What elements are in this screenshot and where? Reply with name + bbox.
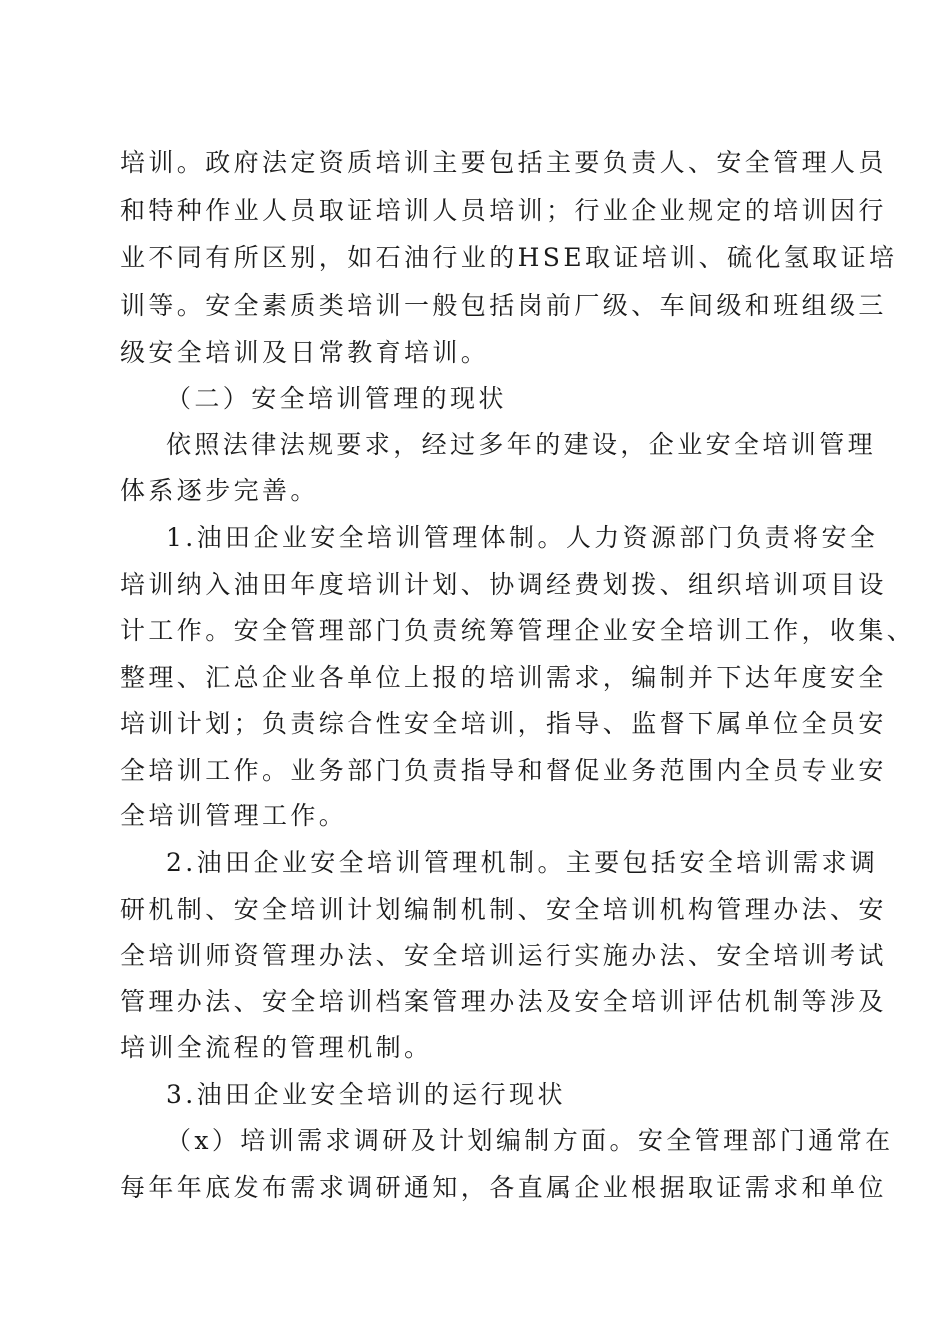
- text-line: 培训全流程的管理机制。: [120, 1033, 433, 1062]
- text-line: 计工作。安全管理部门负责统筹管理企业安全培训工作，收集、: [120, 616, 916, 645]
- text-line: 级安全培训及日常教育培训。: [120, 338, 490, 367]
- text-line: 和特种作业人员取证培训人员培训；行业企业规定的培训因行: [120, 196, 887, 225]
- text-line: 2.油田企业安全培训管理机制。主要包括安全培训需求调: [166, 848, 879, 877]
- text-line: 每年年底发布需求调研通知，各直属企业根据取证需求和单位: [120, 1173, 887, 1202]
- text-line: 全培训工作。业务部门负责指导和督促业务范围内全员专业安: [120, 756, 887, 785]
- text-line: （x）培训需求调研及计划编制方面。安全管理部门通常在: [166, 1126, 894, 1155]
- text-line: 培训。政府法定资质培训主要包括主要负责人、安全管理人员: [120, 148, 887, 177]
- text-line: 体系逐步完善。: [120, 476, 319, 505]
- text-line: 研机制、安全培训计划编制机制、安全培训机构管理办法、安: [120, 895, 887, 924]
- text-line: 全培训管理工作。: [120, 801, 348, 830]
- section-heading: （二）安全培训管理的现状: [166, 384, 507, 413]
- text-line: 训等。安全素质类培训一般包括岗前厂级、车间级和班组级三: [120, 291, 887, 320]
- text-line: 整理、汇总企业各单位上报的培训需求，编制并下达年度安全: [120, 663, 887, 692]
- text-line: 业不同有所区别，如石油行业的HSE取证培训、硫化氢取证培: [120, 243, 898, 272]
- text-line: 依照法律法规要求，经过多年的建设，企业安全培训管理: [166, 430, 877, 459]
- text-line: 1.油田企业安全培训管理体制。人力资源部门负责将安全: [166, 523, 879, 552]
- text-line: 3.油田企业安全培训的运行现状: [166, 1080, 566, 1109]
- text-line: 培训纳入油田年度培训计划、协调经费划拨、组织培训项目设: [120, 570, 887, 599]
- text-line: 管理办法、安全培训档案管理办法及安全培训评估机制等涉及: [120, 987, 887, 1016]
- text-line: 全培训师资管理办法、安全培训运行实施办法、安全培训考试: [120, 941, 887, 970]
- text-line: 培训计划；负责综合性安全培训，指导、监督下属单位全员安: [120, 709, 887, 738]
